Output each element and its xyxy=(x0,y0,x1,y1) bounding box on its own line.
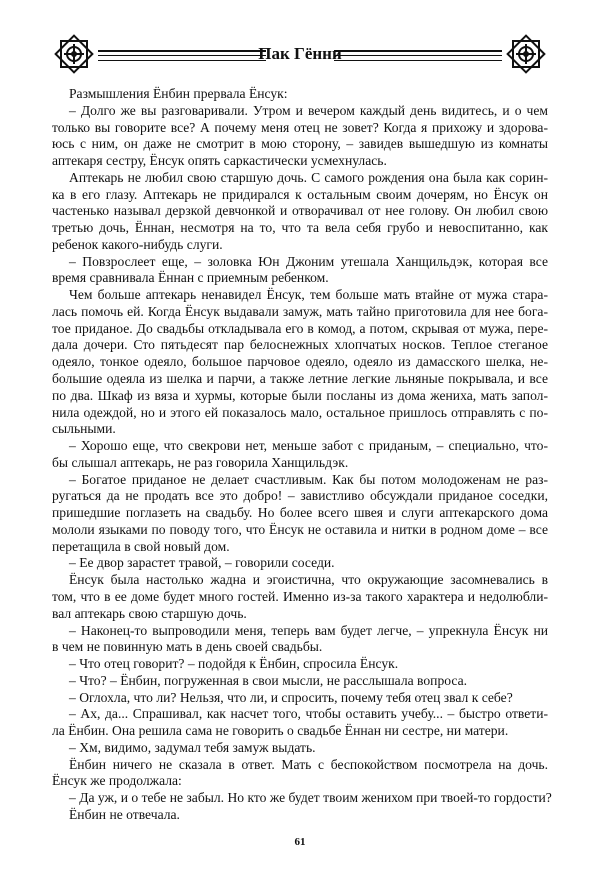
ornament-icon xyxy=(504,32,548,76)
text-line: ла Ёнбин. Она решила сама не говорить о свадьбе Ённан ни сестре, ни матери. xyxy=(52,723,509,739)
paragraph xyxy=(52,86,548,103)
text-line: Ёнсук же продолжала: xyxy=(52,773,182,789)
text-line: только вы говорите все? А почему меня отец не зовет? Когда я прихожу и здорова- xyxy=(52,119,548,135)
text-line: ребенок какого-нибудь слуги. xyxy=(52,236,223,252)
paragraph xyxy=(52,757,548,791)
text-line: – Хорошо еще, что свекрови нет, меньше забот с приданым, – специально, что- xyxy=(69,438,548,454)
text-line: том, что в ее доме будет много гостей. Именно из-за такого характера и недолюбли- xyxy=(52,588,548,604)
paragraph xyxy=(52,103,548,170)
paragraph xyxy=(52,790,552,807)
text-line: – Долго же вы разговаривали. Утром и вечером каждый день видитесь, и о чем xyxy=(69,102,548,118)
paragraph xyxy=(52,623,548,657)
text-line: – Оглохла, что ли? Нельзя, что ли, и спросить, почему тебя отец звал к себе? xyxy=(69,689,513,705)
text-line: вал аптекарь свою старшую дочь. xyxy=(52,605,247,621)
text-line: по два. Шкаф из вяза и хурмы, которые были посланы из дома жениха, мать запол- xyxy=(52,387,548,403)
page-number: 61 xyxy=(294,836,306,848)
paragraph xyxy=(52,287,548,438)
text-line: – Ах, да... Спрашивал, как насчет того, чтобы оставить учебу... – быстро ответи- xyxy=(69,706,548,722)
paragraph xyxy=(52,254,548,288)
text-line: тое приданое. До свадьбы откладывала его в комод, а потом, скрывая от мужа, пере- xyxy=(52,320,548,336)
text-line: аптекаря сестру, Ёнсук опять саркастически усмехнулась. xyxy=(52,153,387,169)
text-line: – Ее двор зарастет травой, – говорили соседи. xyxy=(69,555,335,571)
text-line: одеяло, тонкое одеяло, большое парчовое одеяло, одеяло из дамасского шелка, не- xyxy=(52,354,548,370)
paragraph xyxy=(52,807,548,824)
text-line: Ёнбин ничего не сказала в ответ. Мать с беспокойством посмотрела на дочь. xyxy=(69,756,548,772)
paragraph xyxy=(52,690,548,707)
header-rule xyxy=(334,50,502,61)
text-line: юсь с ним, он даже не смотрит в мою сторону, – завидев вышедшую из комнаты xyxy=(52,136,548,152)
page-title: Пак Гённи xyxy=(258,44,342,63)
paragraph xyxy=(52,555,548,572)
text-line: нила одеждой, но и этого ей показалось мало, остальное пришлось отправлять с по- xyxy=(52,404,548,420)
text-line: большие одеяла из шелка и парчи, а также летние легкие льняные покрывала, и все xyxy=(52,371,548,387)
paragraph xyxy=(52,170,548,254)
paragraph xyxy=(52,472,548,556)
text-line: частенько называл дерзкой девчонкой и отворачивал от нее голову. Он любил свою xyxy=(52,203,548,219)
text-line: Ёнсук была настолько жадна и эгоистична, что окружающие засомневались в xyxy=(69,572,548,588)
text-line: в чем не повинную мать в день своей свадьбы. xyxy=(52,639,323,655)
text-line: – Богатое приданое не делает счастливым. Как бы потом молодоженам не раз- xyxy=(69,471,548,487)
text-line: Чем больше аптекарь ненавидел Ёнсук, тем больше мать втайне от мужа стара- xyxy=(69,287,548,303)
text-line: Ёнбин не отвечала. xyxy=(69,806,180,822)
text-line: – Что? – Ёнбин, погруженная в свои мысли, не расслышала вопроса. xyxy=(69,672,468,688)
text-line: – Хм, видимо, задумал тебя замуж выдать. xyxy=(69,739,316,755)
text-line: Аптекарь не любил свою старшую дочь. С самого рождения она была как сорин- xyxy=(69,169,548,185)
text-line: ка в его глазу. Аптекарь не придирался к остальным своим дочерям, но Ёнсук он xyxy=(52,186,548,202)
text-line: сыльными. xyxy=(52,421,116,437)
text-line: бы слышал аптекарь, не раз говорила Ханщильдэк. xyxy=(52,454,349,470)
text-line: пришедшие поглазеть на свадьбу. Но более всего швея и слуги аптекарского дома xyxy=(52,505,548,521)
paragraph xyxy=(52,740,548,757)
text-line: – Повзрослеет еще, – золовка Юн Джоним утешала Ханщильдэк, которая все xyxy=(69,253,548,269)
paragraph xyxy=(52,572,548,622)
text-line: – Да уж, и о тебе не забыл. Но кто же будет твоим женихом при твоей-то гордости? xyxy=(69,790,552,806)
text-line: мололи языками по поводу того, что Ёнсук не оставила и нитки в родном доме – все xyxy=(52,521,548,537)
text-line: – Наконец-то выпроводили меня, теперь вам будет легче, – упрекнула Ёнсук ни xyxy=(69,622,548,638)
text-line: дала дочери. Сто пятьдесят пар белоснежных хлопчатых носков. Теплое стеганое xyxy=(52,337,548,353)
text-line: перетащила в свой новый дом. xyxy=(52,538,230,554)
body-text xyxy=(52,86,552,824)
running-header xyxy=(50,30,550,80)
text-line: третью дочь, Ённан, несмотря на то, что та вела себя грубо и невоспитанно, как xyxy=(52,220,548,236)
paragraph xyxy=(52,438,548,472)
text-line: – Что отец говорит? – подойдя к Ёнбин, спросила Ёнсук. xyxy=(69,656,399,672)
text-line: ругаться да не продать все это добро! – завистливо обсуждали приданое соседки, xyxy=(52,488,548,504)
text-line: лась помочь ей. Когда Ёнсук выдавали замуж, мать тайно приготовила для нее бога- xyxy=(52,303,548,319)
paragraph xyxy=(52,673,548,690)
paragraph xyxy=(52,706,548,740)
text-line: время сравнивала Ённан с приемным ребенком. xyxy=(52,270,329,286)
text-line: Размышления Ёнбин прервала Ёнсук: xyxy=(69,86,288,101)
paragraph xyxy=(52,656,548,673)
